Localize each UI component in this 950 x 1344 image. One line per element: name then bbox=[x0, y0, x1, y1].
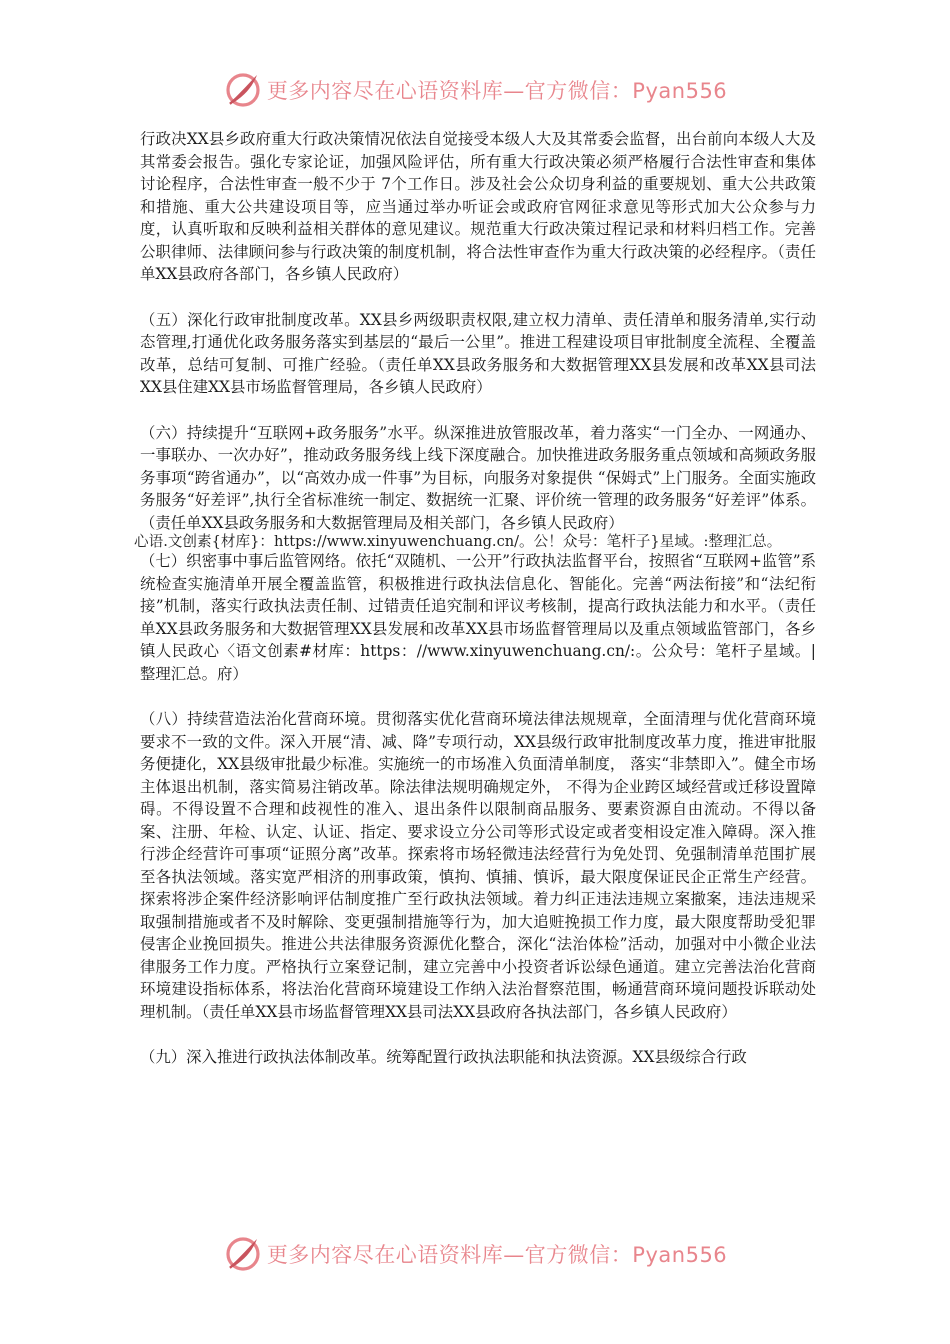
header-watermark-text: 更多内容尽在心语资料库—官方微信：Pyan556 bbox=[266, 79, 728, 103]
document-body bbox=[134, 128, 816, 1069]
inline-watermark-note: 心语.文创素{材库}：https://www.xinyuwenchuang.cn/。公！众号：笔杆子}星域。:整理汇总。 bbox=[134, 533, 782, 550]
paragraph-section-9: （九）深入推进行政执法体制改革。统筹配置行政执法职能和执法资源。XX县级综合行政 bbox=[140, 1048, 747, 1066]
quill-seal-icon bbox=[223, 70, 263, 110]
paragraph-section-8: （八）持续营造法治化营商环境。贯彻落实优化营商环境法律法规规章，全面清理与优化营商环境要求不一致的文件。深入开展“清、减、降”专项行动，XX县级行政审批制度改革力度，推进审批服务便捷化，XX县级审批最少标准。实施统一的市场准入负面清单制度， 落实“非禁即入”。健全市场主体退出机制，落实简易注销改革。除法律法规明确规定外， 不得为企业跨区域经营或迁移设置障碍。不得设置不合理和歧视性的准入、退出条件以限制商品服务、要素资源自由流动。不得以备案、注册、年检、认定、认证、指定、要求设立分公司等形式设定或者变相设定准入障碍。深入推行涉企经营许可事项“证照分离”改革。探索将市场轻微违法经营行为免处罚、免强制清单范围扩展至各执法领域。落实宽严相济的刑事政策，慎拘、慎捕、慎诉，最大限度保证民企正常生产经营。探索将涉企案件经济影响评估制度推广至行政执法领域。着力纠正违法违规立案撤案，违法违规采取强制措施或者不及时解除、变更强制措施等行为，加大追赃挽损工作力度，最大限度帮助受犯罪侵害企业挽回损失。推进公共法律服务资源优化整合，深化“法治体检”活动，加强对中小微企业法律服务工作力度。严格执行立案登记制，建立完善中小投资者诉讼绿色通道。建立完善法治化营商环境建设指标体系，将法治化营商环境建设工作纳入法治督察范围，畅通营商环境问题投诉联动处理机制。（责任单XX县市场监督管理XX县司法XX县政府各执法部门，各乡镇人民政府） bbox=[140, 710, 816, 1021]
paragraph-section-6: （六）持续提升“互联网+政务服务”水平。纵深推进放管服改革，着力落实“一门全办、一网通办、一事联办、一次办好”，推动政务服务线上线下深度融合。加快推进政务服务重点领域和高频政务服务事项“跨省通办”，以“高效办成一件事”为目标，向服务对象提供 “保姆式”上门服务。全面实施政务服务“好差评”,执行全省标准统一制定、数据统一汇聚、评价统一管理的政务服务“好差评”体系。（责任单XX县政务服务和大数据管理局及相关部门，各乡镇人民政府） bbox=[140, 423, 816, 532]
quill-seal-icon bbox=[223, 1234, 263, 1274]
footer-watermark-banner bbox=[0, 1232, 950, 1276]
header-watermark-banner bbox=[0, 68, 950, 112]
paragraph-section-7: （七）织密事中事后监管网络。依托“双随机、一公开”行政执法监督平台，按照省“互联网+监管”系统检查实施清单开展全覆盖监管，积极推进行政执法信息化、智能化。完善“两法衔接”和“法纪衔接”机制，落实行政执法责任制、过错责任追究制和评议考核制，提高行政执法能力和水平。（责任单XX县政务服务和大数据管理XX县发展和改革XX县市场监督管理局以及重点领域监管部门，各乡镇人民政心〈语文创素#材库：https：//www.xinyuwenchuang.cn/:。公众号：笔杆子星域。|整理汇总。府） bbox=[140, 552, 816, 683]
paragraph-section-5: （五）深化行政审批制度改革。XX县乡两级职责权限,建立权力清单、责任清单和服务清单,实行动态管理,打通优化政务服务落实到基层的“最后一公里”。推进工程建设项目审批制度全流程、全覆盖改革，总结可复制、可推广经验。（责任单XX县政务服务和大数据管理XX县发展和改革XX县司法XX县住建XX县市场监督管理局，各乡镇人民政府） bbox=[140, 310, 816, 396]
paragraph-continuation: 行政决XX县乡政府重大行政决策情况依法自觉接受本级人大及其常委会监督，出台前向本级人大及其常委会报告。强化专家论证，加强风险评估，所有重大行政决策必须严格履行合法性审查和集体讨论程序，合法性审查一般不少于 7个工作日。涉及社会公众切身利益的重要规划、重大公共政策和措施、重大公共建设项目等，应当通过举办听证会或政府官网征求意见等形式加大公众参与力度，认真听取和反映利益相关群体的意见建议。规范重大行政决策过程记录和材料归档工作。完善公职律师、法律顾问参与行政决策的制度机制，将合法性审查作为重大行政决策的必经程序。（责任单XX县政府各部门，各乡镇人民政府） bbox=[140, 130, 816, 283]
footer-watermark-text: 更多内容尽在心语资料库—官方微信：Pyan556 bbox=[266, 1243, 728, 1267]
